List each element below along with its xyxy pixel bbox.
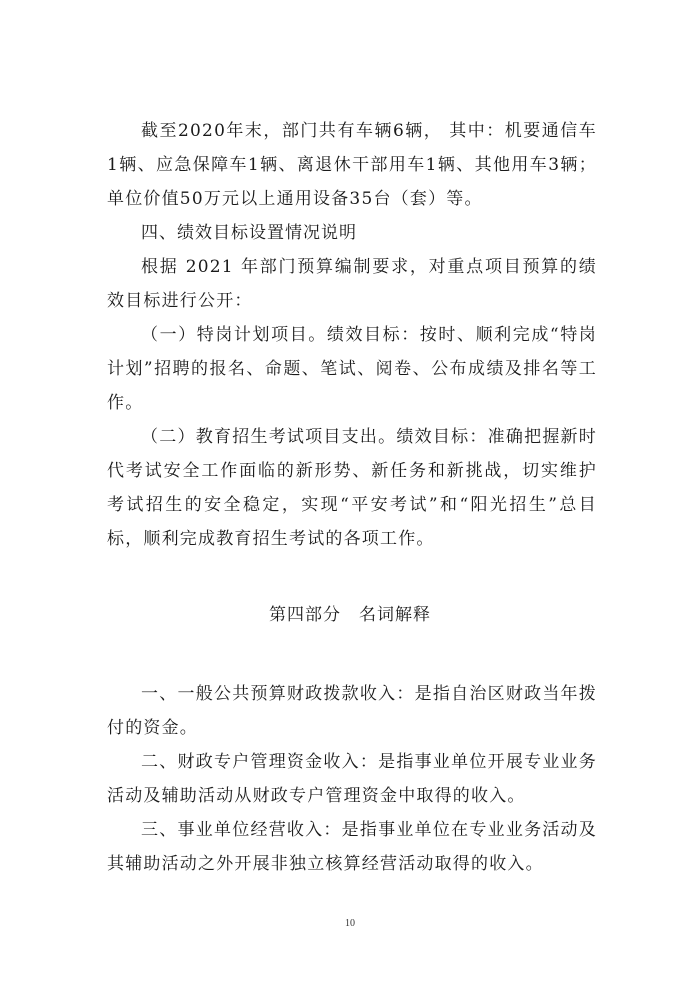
lower-section <box>107 677 597 881</box>
term-operating-income: 三、事业单位经营收入：是指事业单位在专业业务活动及其辅助活动之外开展非独立核算经营活动取得的收入。 <box>107 820 597 874</box>
heading-performance-goals: 四、绩效目标设置情况说明 <box>141 223 357 243</box>
page-number: 10 <box>345 918 355 929</box>
paragraph-exam-project: （二）教育招生考试项目支出。绩效目标：准确把握新时代考试安全工作面临的新形势、新任务和新挑战，切实维护考试招生的安全稳定，实现“平安考试”和“阳光招生”总目标，顺利完成教育招生考试的各项工作。 <box>107 427 597 549</box>
upper-section <box>107 114 597 556</box>
part-title: 第四部分 名词解释 <box>269 605 431 625</box>
paragraph-special-post-plan: （一）特岗计划项目。绩效目标：按时、顺利完成“特岗计划”招聘的报名、命题、笔试、阅卷、公布成绩及排名等工作。 <box>107 325 597 413</box>
paragraph-vehicles: 截至2020年末，部门共有车辆6辆， 其中：机要通信车1辆、应急保障车1辆、离退休干部用车1辆、其他用车3辆；单位价值50万元以上通用设备35台（套）等。 <box>107 121 597 209</box>
term-special-account-income: 二、财政专户管理资金收入：是指事业单位开展专业业务活动及辅助活动从财政专户管理资金中取得的收入。 <box>107 752 597 806</box>
paragraph-intro: 根据 2021 年部门预算编制要求，对重点项目预算的绩效目标进行公开： <box>107 257 597 311</box>
term-general-budget-income: 一、一般公共预算财政拨款收入：是指自治区财政当年拨付的资金。 <box>107 684 597 738</box>
